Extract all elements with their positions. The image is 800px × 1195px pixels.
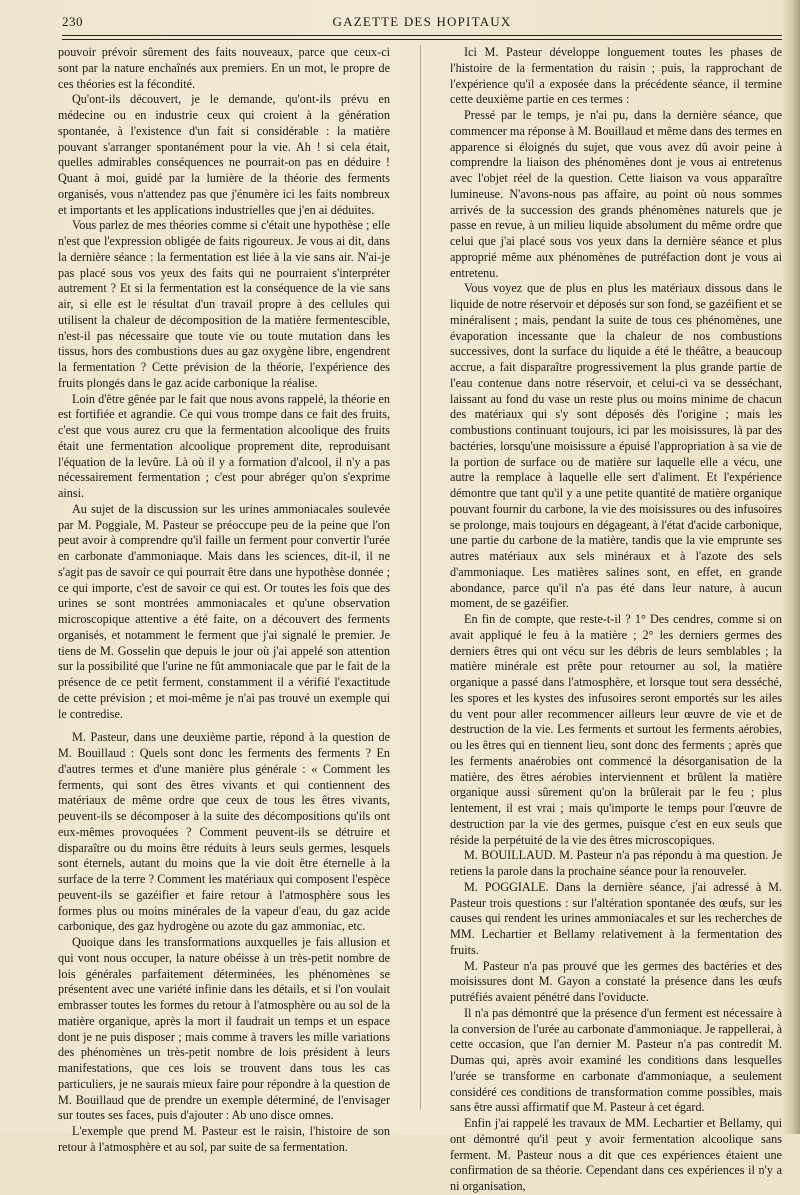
paragraph: Il n'a pas démontré que la présence d'un ferment est nécessaire à la conversion de l'urée au carbonate d'ammoniaque. Je rappellerai, à cette occasion, que l'an dernier M. Pasteur n'a pas contredit M. Dumas qui, après avoir examiné les conditions dans lesquelles l'urée se transforme en carbonate d'ammoniaque, a seulement considéré ces conditions de transformation comme possibles, mais sans être aussi affirmatif que M. Pasteur à cet égard. bbox=[450, 1005, 782, 1115]
header-rule bbox=[62, 35, 782, 36]
page-edge-shadow bbox=[782, 0, 800, 1134]
right-column bbox=[450, 45, 782, 1195]
paragraph: En fin de compte, que reste-t-il ? 1° Des cendres, comme si on avait appliqué le feu à la matière ; 2° les derniers germes des derniers êtres qui ont vécu sur les débris de leurs semblables ; la matière minérale est prête pour retourner au sol, la matière organique a passé dans l'atmosphère, et lorsque tout sera desséché, les spores et les kystes des infusoires seront emportés sur les ailes du vent pour aller recommencer ailleurs leur œuvre de vie et de destruction de la vie. Les ferments et surtout les ferments aérobies, ou les êtres qui en tiennent lieu, sont donc des ferments ; après que les ferments anaérobies ont commencé la désorganisation de la matière, des êtres aérobies interviennent et brûlent la matière organique aussi sûrement qu'on la brûlerait par le feu ; plus lentement, il est vrai ; mais qu'importe le temps pour l'œuvre de destruction par la vie des germes, puisque c'est en eux seuls que réside la perpétuité de la vie des êtres microscopiques. bbox=[450, 612, 782, 847]
paragraph: Vous voyez que de plus en plus les matériaux dissous dans le liquide de notre réservoir et déposés sur son fond, se gazéifient et se minéralisent ; mais, pendant la suite de tous ces phénomènes, une évaporation incessante que la chaleur de nos combustions successives, dont la surface du liquide a été le théâtre, a beaucoup accrue, a fait disparaître progressivement la plus grande partie de l'eau contenue dans notre réservoir, et celui-ci va se desséchant, laissant au fond du vase un reste plus ou moins minime de chacun des matériaux qui s'y sont déposés dès l'origine ; mais les combustions continuant toujours, ici par les moisissures, là par des bactéries, lorsqu'une moisissure a épuisé l'appropriation à sa vie de la portion de surface ou de matière sur laquelle elle a vécu, une autre la remplace à laquelle elle sert d'aliment. Et l'expérience démontre que tant qu'il y a une petite quantité de matière organique pouvant fournir du carbone, la vie des moisissures ou des infusoires se prolonge, mais toujours en dégageant, à l'état d'acide carbonique, une partie du carbone de la matière, tandis que la vie emprunte ses autres matériaux aux sels minéraux et à l'azote des sels d'ammoniaque. Les matières salines sont, en effet, en grande abondance, parce qu'il n'a pas été dans leur nature, à aucun moment, de se gazéifier. bbox=[450, 281, 783, 611]
column-divider bbox=[420, 45, 421, 1110]
paragraph: pouvoir prévoir sûrement des faits nouveaux, parce que ceux-ci sont par la nature enchaînés aux premiers. En un mot, le propre de ces théories est la fécondité. bbox=[58, 45, 390, 91]
header-rule-thin bbox=[62, 39, 782, 40]
paragraph: Vous parlez de mes théories comme si c'était une hypothèse ; elle n'est que l'expression obligée de faits rigoureux. Je vous ai dit, dans la dernière séance : la fermentation est liée à la vie sans air. N'ai-je pas placé sous vos yeux des faits qui ne pourraient s'interpréter autrement ? Et si la fermentation est la conséquence de la vie sans air, si elle est le résultat d'un travail propre à des cellules qui utilisent la chaleur de décomposition de la matière fermentescible, n'est-il pas nécessaire que toute vie ou toute mutation dans les tissus, hors des combustions dues au gaz oxygène libre, engendrent la fermentation ? Cette prévision de la théorie, l'expérience des fruits plongés dans le gaz acide carbonique la réalise. bbox=[58, 218, 390, 390]
paragraph: Pressé par le temps, je n'ai pu, dans la dernière séance, que commencer ma réponse à M. Bouillaud et même dans des termes en apparence si éloignés du sujet, que vous avez dû avoir peine à comprendre la liaison des phénomènes dont je vous ai entretenus avec l'objet réel de la question. Cette liaison va vous apparaître lumineuse. N'avons-nous pas affaire, au point où nous sommes arrivés de la succession des grands phénomènes naturels que je passe en revue, à un milieu liquide absolument du même ordre que celui que j'ai placé sous vos yeux dans la dernière séance et plus approprié même aux phénomènes de putréfaction dont je vous ai entretenu. bbox=[450, 108, 782, 280]
paragraph: Loin d'être gênée par le fait que nous avons rappelé, la théorie en est fortifiée et agrandie. Ce qui vous trompe dans ce fait des fruits, c'est que vous aurez cru que la fermentation alcoolique des fruits était une fermentation alcoolique proprement dite, reproduisant l'équation de la levûre. Là où il y a formation d'alcool, il n'y a pas nécessairement fermentation ; c'est pour abréger qu'on s'exprime ainsi. bbox=[58, 391, 390, 500]
page-header bbox=[62, 10, 782, 32]
paragraph: Quoique dans les transformations auxquelles je fais allusion et qui vont nous occuper, la nature obéisse à un très-petit nombre de lois générales parfaitement déterminées, les phénomènes se présentent avec une variété infinie dans les détails, et si l'on voulait embrasser toutes les formes du retour à l'atmosphère ou au sol de la matière organique, après la mort il faudrait un temps et un espace dont je ne puis disposer ; mais comme à travers les mille variations des phénomènes un très-petit nombre de lois président à leurs manifestations, que ces lois se trouvent dans tous les cas particuliers, je ne saurais mieux faire pour répondre à la question de M. Bouillaud que de prendre un exemple déterminé, de l'envisager sur toutes ses faces, puis d'ajouter : Ab uno disce omnes. bbox=[58, 935, 390, 1123]
left-column bbox=[58, 45, 390, 1156]
paragraph: M. Pasteur n'a pas prouvé que les germes des bactéries et des moisissures dont M. Gayon a constaté la présence dans les œufs putréfiés avaient pénétré dans l'oviducte. bbox=[450, 958, 782, 1004]
page-number: 230 bbox=[62, 14, 83, 29]
paragraph: Ici M. Pasteur développe longuement toutes les phases de l'histoire de la fermentation du raisin ; puis, la rapprochant de l'expérience qu'il a exposée dans la précédente séance, il termine cette deuxième partie en ces termes : bbox=[450, 45, 782, 107]
paragraph: Enfin j'ai rappelé les travaux de MM. Lechartier et Bellamy, qui ont démontré qu'il peut y avoir fermentation alcoolique sans ferment. M. Pasteur nous a dit que ces expériences étaient une confirmation de sa théorie. Cependant dans ces expériences il n'y a ni organisation, bbox=[450, 1116, 782, 1193]
paragraph-bouillaud: M. BOUILLAUD. M. Pasteur n'a pas répondu à ma question. Je retiens la parole dans la prochaine séance pour la renouveler. bbox=[450, 848, 782, 878]
paragraph: Au sujet de la discussion sur les urines ammoniacales soulevée par M. Poggiale, M. Pasteur se préoccupe peu de la peine que l'on peut avoir à comprendre qu'il faille un ferment pour convertir l'urée en carbonate d'ammoniaque. Mais dans les sciences, dit-il, il ne s'agit pas de savoir ce qui pourrait être dans une hypothèse donnée ; ce qui importe, c'est de savoir ce qui est. Or toutes les fois que des urines se sont montrées ammoniacales et qu'une observation microscopique attentive a été faite, on a découvert des ferments organisés, et notamment le ferment que j'ai signalé le premier. Je tiens de M. Gosselin que depuis le jour où j'ai appelé son attention sur la possibilité que l'urine ne fût ammoniacale que par le fait de la présence de ce petit ferment, constamment il a vérifié l'exactitude de cette prévision ; et moi-même je n'ai pas trouvé un exemple qui le contredise. bbox=[58, 501, 390, 721]
paragraph-poggiale: M. POGGIALE. Dans la dernière séance, j'ai adressé à M. Pasteur trois questions : sur l'altération spontanée des œufs, sur les causes qui rendent les urines ammoniacales et sur les recherches de MM. Lechartier et Bellamy relativement à la fermentation des fruits. bbox=[450, 879, 782, 957]
paragraph: Qu'ont-ils découvert, je le demande, qu'ont-ils prévu en médecine ou en industrie ceux qui croient à la génération spontanée, à l'existence d'un fait si considérable : la matière pouvant s'arranger spontanément pour la vie. Ah ! si cela était, quelles admirables conséquences ne pourrait-on pas en déduire ! Quant à moi, guidé par la lumière de la théorie des ferments organisés, vous n'attendez pas que j'énumère ici les faits nombreux et importants et les applications industrielles que j'en ai déduites. bbox=[58, 92, 390, 217]
journal-title: GAZETTE DES HOPITAUX bbox=[332, 14, 512, 29]
paragraph: L'exemple que prend M. Pasteur est le raisin, l'histoire de son retour à l'atmosphère et au sol, par suite de sa fermentation. bbox=[58, 1124, 390, 1154]
paragraph: M. Pasteur, dans une deuxième partie, répond à la question de M. Bouillaud : Quels sont donc les ferments des ferments ? En d'autres termes et d'une manière plus générale : « Comment les ferments, qui sont des êtres vivants et qui contiennent des matériaux de même ordre que ceux de tous les êtres vivants, peuvent-ils se décomposer à la suite des décompositions qu'ils ont eux-mêmes provoquées ? Comment peuvent-ils se détruire et disparaître ou du moins être réduits à leurs seuls germes, lesquels sont éternels, autant du moins que la vie doit être éternelle à la surface de la terre ? Comment les matériaux qui composent l'espèce peuvent-ils se gazéifier et faire retour à l'atmosphère sous les formes plus ou moins minérales de la vapeur d'eau, du gaz acide carbonique, des gaz hydrogène ou azote du gaz ammoniac, etc. bbox=[58, 730, 390, 934]
